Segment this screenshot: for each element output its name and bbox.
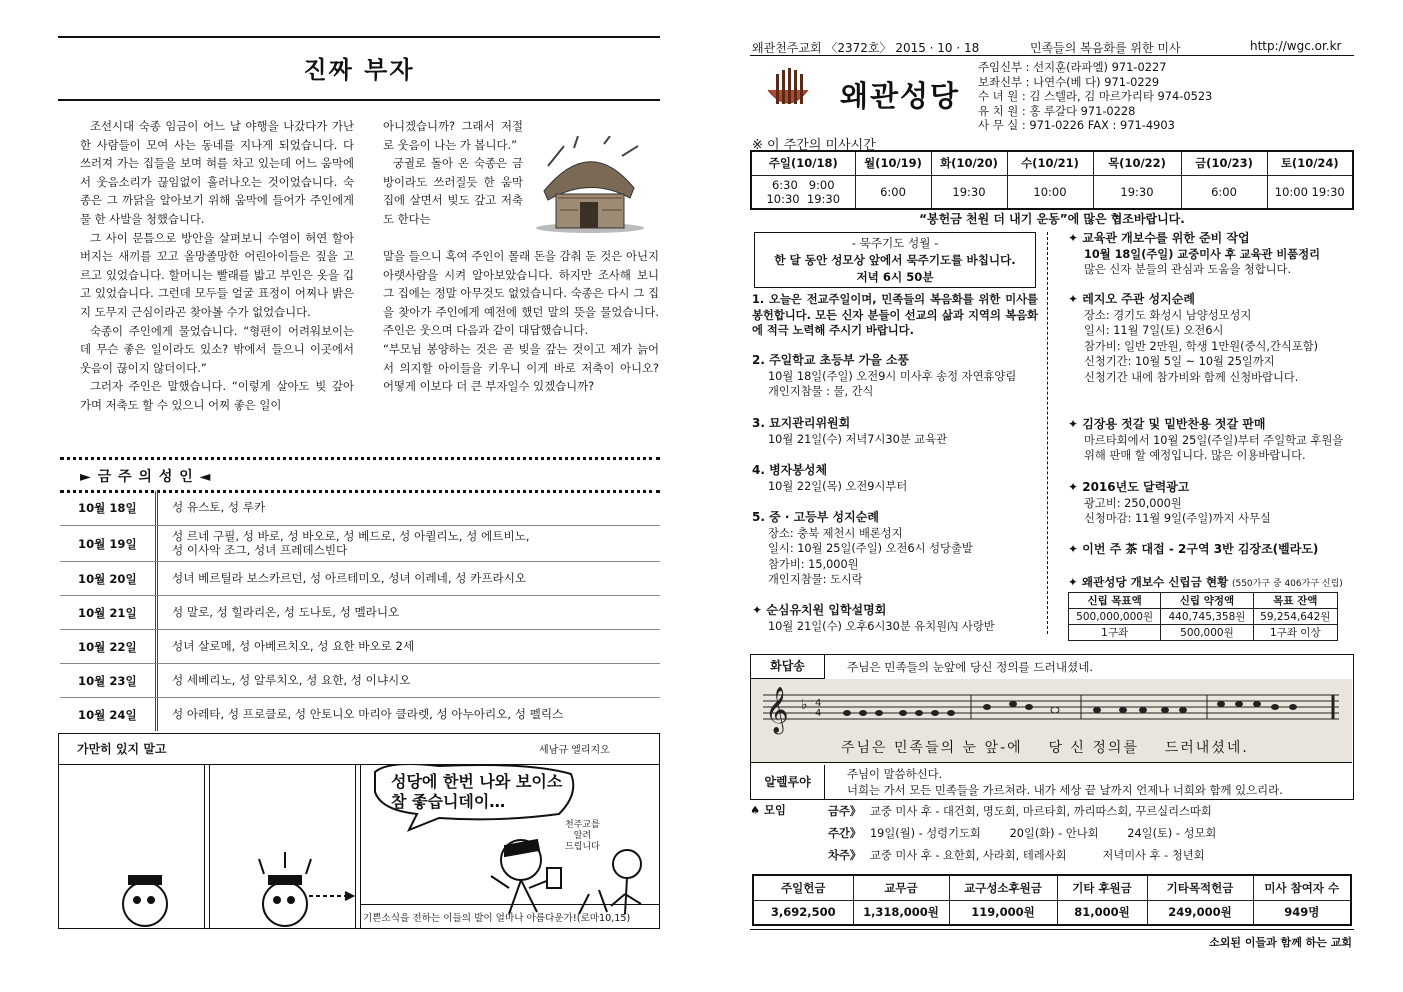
meeting-value: 교중 미사 후 - 요한회, 사라회, 테레사회 저녁미사 후 - 청년회 <box>870 849 1205 862</box>
notice-item: 3. 묘지관리위원회 10월 21일(수) 저녁7시30분 교육관 <box>752 416 948 446</box>
meeting-value: 교중 미사 후 - 대건회, 명도회, 마르타회, 까리따스회, 꾸르실리스따회 <box>870 805 1212 818</box>
saint-row: 10월 19일 성 르네 구필, 성 바로, 성 바오로, 성 베드로, 성 아퀼리노, 성 에트비노, 성 이사악 조그, 성녀 프레데스빈다 <box>60 525 660 561</box>
meetings-label: ♠ 모임 <box>750 804 786 817</box>
saint-row: 10월 21일 성 말로, 성 힐라리온, 성 도나토, 성 멜라니오 <box>60 595 660 629</box>
contact-list <box>978 60 1212 133</box>
contact-line: 보좌신부 : 나연수(베 다) 971-0229 <box>978 74 1160 89</box>
notice-item: 2. 주일학교 초등부 가을 소풍 10월 18일(주일) 오전9시 미사후 송정 자연휴양림 개인지참물 : 물, 간식 <box>752 353 1017 399</box>
alleluia-line: 주님이 말씀하신다. <box>847 767 943 781</box>
svg-text:♭: ♭ <box>801 697 808 713</box>
rosary-box <box>754 232 1036 288</box>
building-fund-table: 신립 목표액 신립 약정액 목표 잔액 500,000,000원 440,745,358원 59,254,642원 1구좌 500,000원 1구좌 이상 <box>1068 592 1338 641</box>
notice-item: 1. 오늘은 전교주일이며, 민족들의 복음화를 위한 미사를 봉헌합니다. 모든 신자 분들이 선교의 삶과 지역의 복음화에 적극 노력해 주시기 바랍니다. <box>752 293 1038 338</box>
mass-time: 6:30 9:00 10:30 19:30 <box>751 175 855 209</box>
cartoon-frame <box>58 733 660 929</box>
article-column-2-top <box>383 117 523 229</box>
article-paragraph: “부모님 봉양하는 것은 곧 빚을 갚는 것이고 제가 늙어서 의지할 아이들을 키우니 이게 바로 저축이 아니오? 어떻게 이보다 더 큰 부자일수 있겠습니까? <box>383 341 659 394</box>
mass-schedule-title: ※ 이 주간의 미사시간 <box>752 138 876 153</box>
psalm-text: 주님은 민족들의 눈앞에 당신 정의를 드러내셨네. <box>847 660 1094 674</box>
saint-row: 10월 20일 성녀 베르틸라 보스카르던, 성 아르테미오, 성녀 이레네, 성 카프라시오 <box>60 561 660 595</box>
saint-row: 10월 23일 성 세베리노, 성 알루치오, 성 요한, 성 이냐시오 <box>60 663 660 697</box>
meeting-key: 금주》 <box>828 805 862 818</box>
notices-column-divider <box>1047 232 1048 634</box>
saint-row: 10월 24일 성 아레타, 성 프로클로, 성 안토니오 마리아 클라렛, 성 아누아리오, 성 펠릭스 <box>60 697 660 731</box>
campaign-banner: “봉헌금 천원 더 내기 운동”에 많은 협조바랍니다. <box>919 212 1185 226</box>
saints-dotted-top <box>60 457 660 460</box>
mass-time: 10:00 19:30 <box>1267 175 1353 209</box>
notice-item: 5. 중 · 고등부 성지순례 장소: 충북 제천시 배론성지 일시: 10월 25일(주일) 오전6시 성당출발 참가비: 15,000원 개인지참물: 도시락 <box>752 510 973 587</box>
cartoon-caption: 기쁜소식을 전하는 이들의 발이 얼마나 아름다운가!(로마10,15) <box>363 913 631 924</box>
svg-text:4: 4 <box>815 698 822 709</box>
article-paragraph: 조선시대 숙종 임금이 어느 날 야행을 나갔다가 가난한 사람들이 모여 사는 동네를 지나게 되었습니다. 다 쓰러져 가는 집들을 보며 혀를 차고 있는데 어느 움막에서 웃음소리가 끊임없이 흘러나오는 것이었습니다. 숙종은 그 까닭을 알아보기 위해 움막에 들어가 주인에게 물 한 사발을 청했습니다. <box>80 119 354 226</box>
notice-item: ✦ 순심유치원 입학설명회 10월 21일(수) 오후6시30분 유치원內 사랑반 <box>752 603 995 633</box>
mass-time: 6:00 <box>1181 175 1267 209</box>
mass-time: 10:00 <box>1007 175 1093 209</box>
saint-row: 10월 18일 성 유스토, 성 루카 <box>60 491 660 525</box>
contact-line: 사 무 실 : 971-0226 FAX : 971-4903 <box>978 118 1175 133</box>
cartoon-author: 세남규 엘리지오 <box>539 745 610 756</box>
rosary-line: 한 달 동안 성모상 앞에서 묵주기도를 바칩니다. <box>774 253 1016 267</box>
cartoon-speech-bubble: 성당에 한번 나와 보이소 참 좋습니데이… <box>391 772 563 811</box>
notice-item: 4. 병자봉성체 10월 22일(목) 오전9시부터 <box>752 463 908 493</box>
svg-text:4: 4 <box>815 708 822 719</box>
hut-illustration <box>534 136 646 234</box>
contact-line: 수 녀 원 : 김 스텔라, 김 마르가리타 974-0523 <box>978 89 1213 104</box>
svg-text:𝄞: 𝄞 <box>765 687 789 733</box>
article-paragraph: 그러자 주인은 말했습니다. “이렇게 살아도 빚 갚아 가며 저축도 할 수 있으니 어찌 좋은 일이 <box>80 379 354 412</box>
meeting-value: 19일(월) - 성령기도회 20일(화) - 안나회 24일(토) - 성모회 <box>870 827 1217 840</box>
finance-table: 주일헌금 교무금 교구성소후원금 기타 후원금 기타목적헌금 미사 참여자 수 3,692,500 1,318,000원 119,000원 81,000원 249,000원 949명 <box>752 874 1352 926</box>
article-paragraph: 말을 들으니 혹여 주인이 몰래 돈을 감춰 둔 것은 아닌지 아랫사람을 시켜 알아보았습니다. 하지만 조사해 보니 그 집에는 정말 아무것도 없었습니다. 숙종은 다시 그 집을 찾아가 주인에게 예전에 했던 말의 뜻을 물었습니다. 주인은 웃으며 다음과 같이 대답했습니다. <box>383 249 659 338</box>
footer-motto: 소외된 이들과 함께 하는 교회 <box>1209 936 1352 949</box>
rosary-time: 저녁 6시 50분 <box>856 270 934 284</box>
saints-title: ► 금 주 의 성 인 ◄ <box>80 469 212 485</box>
mass-day: 토(10/24) <box>1267 151 1353 175</box>
cartoon-title: 가만히 있지 말고 <box>77 742 167 756</box>
rosary-title: - 묵주기도 성월 - <box>851 236 939 250</box>
article-paragraph: 그 사이 문틈으로 방안을 살펴보니 수염이 허연 할아버지는 새끼를 꼬고 올망졸망한 어린아이들은 짚을 고르고 있었습니다. 할머니는 빨래를 밟고 부인은 옷을 깁고 있었습니다. 그런데 모두들 얼굴 표정이 어찌나 밝은지 도무지 근심이라곤 찾아볼 수가 없었습니다. <box>80 230 354 319</box>
notice-item: ✦ 교육관 개보수를 위한 준비 작업 10월 18일(주일) 교중미사 후 교육관 비품정리 많은 신자 분들의 관심과 도움을 청합니다. <box>1068 231 1321 277</box>
footer-rule <box>750 929 1354 930</box>
mass-day: 주일(10/18) <box>751 151 855 175</box>
article-paragraph: 숙종이 주인에게 물었습니다. “형편이 어려워보이는데 무슨 좋은 일이라도 있소? 밖에서 들으니 이곳에서 웃음이 끊이지 않더이다.” <box>80 323 354 375</box>
header-rule <box>750 55 1354 56</box>
mass-time: 6:00 <box>855 175 931 209</box>
header-parish-info: 왜관천주교회 〈2372호〉 2015 · 10 · 18 <box>752 41 980 55</box>
cartoon-sign: 천주교를 알려 드립니다 <box>565 820 600 852</box>
meeting-key: 차주》 <box>828 849 862 862</box>
mass-time: 19:30 <box>931 175 1007 209</box>
cartoon-caption-rule <box>360 904 659 905</box>
mass-day: 목(10/22) <box>1093 151 1181 175</box>
article-paragraph: 아니겠습니까? 그래서 저절로 웃음이 나는 가 봅니다.” <box>383 119 523 152</box>
meeting-key: 주간》 <box>828 827 862 840</box>
alleluia-line: 너희는 가서 모든 민족들을 가르쳐라. 내가 세상 끝 날까지 언제나 너희와 함께 있으리라. <box>847 783 1283 797</box>
left-top-rule <box>58 36 660 38</box>
psalm-label: 화답송 <box>751 655 825 679</box>
psalm-score <box>751 679 1352 763</box>
left-title-rule <box>58 99 660 101</box>
article-column-2-bottom <box>383 247 659 396</box>
article-title: 진짜 부자 <box>303 56 415 84</box>
contact-line: 주임신부 : 선지훈(라파엘) 971-0227 <box>978 60 1167 74</box>
contact-line: 유 치 원 : 홍 루갈다 971-0228 <box>978 103 1136 118</box>
parish-logo-icon <box>764 68 812 114</box>
mass-schedule-table <box>750 150 1354 210</box>
mass-day: 수(10/21) <box>1007 151 1093 175</box>
article-column-1 <box>80 117 354 415</box>
notice-item: ✦ 이번 주 茶 대접 - 2구역 3반 김장조(벨라도) <box>1068 542 1319 556</box>
notice-item: ✦ 2016년도 달력광고 광고비: 250,000원 신청마감: 11월 9일(주일)까지 사무실 <box>1068 480 1271 526</box>
article-paragraph: 궁궐로 돌아 온 숙종은 금방이라도 쓰러질듯 한 움막집에 살면서 빚도 갚고 저축도 한다는 <box>383 156 523 226</box>
notice-item: ✦ 김장용 젓갈 및 밑반찬용 젓갈 판매 마르타회에서 10월 25일(주일)부터 주일학교 후원을 위해 판매 할 예정입니다. 많은 이용바랍니다. <box>1068 417 1344 463</box>
header-url[interactable]: http://wgc.or.kr <box>1250 39 1342 53</box>
psalm-lyrics: 주님은 민족들의 눈 앞-에 당 신 정의를 드러내셨네. <box>841 740 1249 756</box>
notice-item: ✦ 레지오 주관 성지순례 장소: 경기도 화성시 남양성모성지 일시: 11월 7일(토) 오전6시 참가비: 일반 2만원, 학생 1만원(중식,간식포함) 신청기간: 10월 5일 ~ 10월 25일까지 신청기간 내에 참가비와 함께 신청바랍니다. <box>1068 292 1319 384</box>
psalm-box <box>750 654 1354 800</box>
header-theme: 민족들의 복음화를 위한 미사 <box>1030 41 1181 55</box>
mass-day: 금(10/23) <box>1181 151 1267 175</box>
mass-day: 월(10/19) <box>855 151 931 175</box>
mass-day: 화(10/20) <box>931 151 1007 175</box>
parish-name: 왜관성당 <box>840 79 961 113</box>
mass-time: 19:30 <box>1093 175 1181 209</box>
building-fund-title: ✦ 왜관성당 개보수 신립금 현황 (550가구 중 406가구 신립) <box>1068 575 1343 589</box>
saint-row: 10월 22일 성녀 살로메, 성 아베르치오, 성 요한 바오로 2세 <box>60 629 660 663</box>
alleluia-label: 알렐루야 <box>751 765 825 799</box>
